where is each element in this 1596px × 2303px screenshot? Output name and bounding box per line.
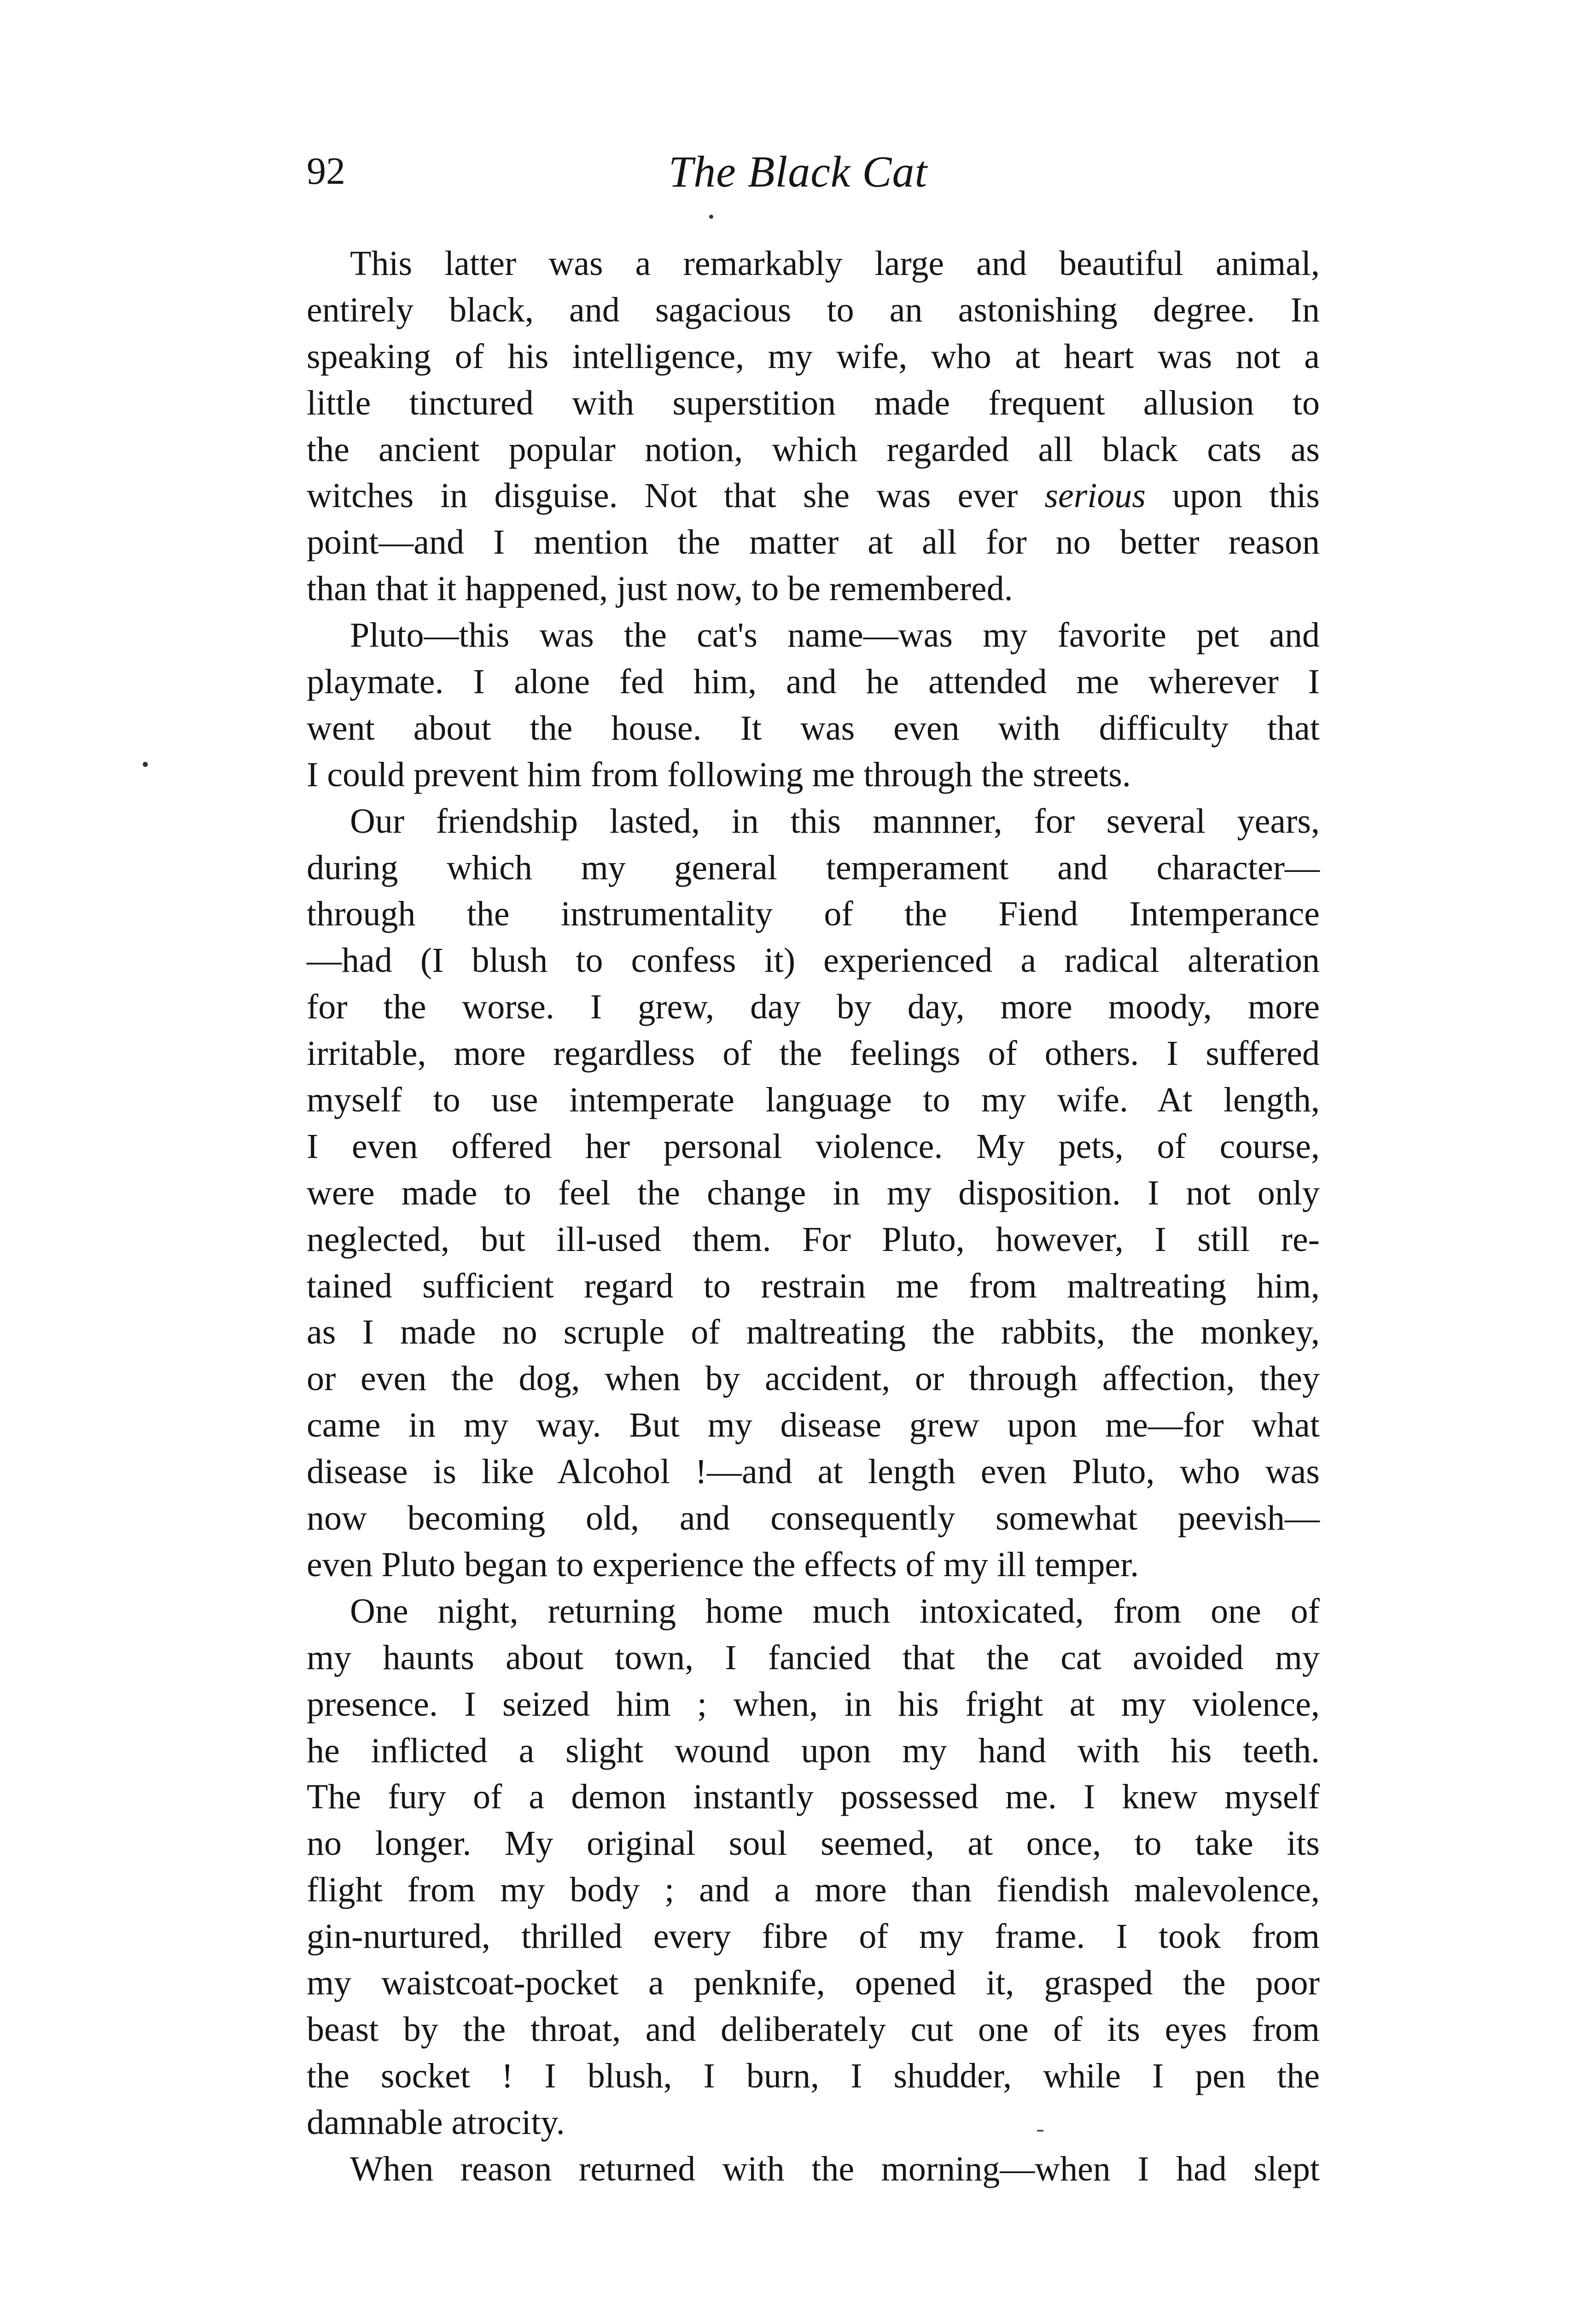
text-line: went about the house. It was even with difficulty that	[307, 708, 1320, 748]
text-line: my waistcoat-pocket a penknife, opened it, grasped the poor	[307, 1963, 1320, 2002]
text-line: as I made no scruple of maltreating the rabbits, the monkey,	[307, 1313, 1320, 1352]
text-line: disease is like Alcohol !—and at length even Pluto, who was	[307, 1452, 1320, 1491]
text-line: through the instrumentality of the Fiend Intemperance	[307, 894, 1320, 934]
margin-speck	[143, 762, 148, 767]
text-line: or even the dog, when by accident, or through affection, they	[307, 1359, 1320, 1398]
text-line: playmate. I alone fed him, and he attended me wherever I	[307, 662, 1320, 701]
emphasis: serious	[1044, 476, 1146, 515]
text-line: irritable, more regardless of the feelings of others. I suffered	[307, 1034, 1320, 1073]
text-line: during which my general temperament and character—	[307, 848, 1320, 887]
text-line: no longer. My original soul seemed, at once, to take its	[307, 1824, 1320, 1863]
text-line: little tinctured with superstition made frequent allusion to	[307, 383, 1320, 422]
text-line: tained sufficient regard to restrain me from maltreating him,	[307, 1266, 1320, 1305]
text-line: I even offered her personal violence. My pets, of course,	[307, 1127, 1320, 1166]
text-line: gin-nurtured, thrilled every fibre of my frame. I took from	[307, 1917, 1320, 1956]
text-line: Our friendship lasted, in this mannner, for several years,	[350, 801, 1320, 841]
text-line: for the worse. I grew, day by day, more moody, more	[307, 988, 1320, 1027]
text-line: speaking of his intelligence, my wife, who at heart was not a	[307, 337, 1320, 376]
text-line: presence. I seized him ; when, in his fright at my violence,	[307, 1684, 1320, 1724]
text-line: now becoming old, and consequently somewhat peevish—	[307, 1499, 1320, 1538]
text-line: This latter was a remarkably large and beautiful animal,	[350, 244, 1320, 283]
text-line: the ancient popular notion, which regarded all black cats as	[307, 430, 1320, 469]
text-line: beast by the throat, and deliberately cut one of its eyes from	[307, 2010, 1320, 2049]
text-line: When reason returned with the morning—when I had slept	[350, 2149, 1320, 2188]
text-line: point—and I mention the matter at all for no better reason	[307, 523, 1320, 562]
text-line: neglected, but ill-used them. For Pluto, however, I still re-	[307, 1220, 1320, 1259]
text-line: One night, returning home much intoxicated, from one of	[350, 1591, 1320, 1631]
text-line: than that it happened, just now, to be remembered.	[307, 569, 1013, 608]
text-line: —had (I blush to confess it) experienced a radical alteration	[307, 941, 1320, 980]
text-line: myself to use intemperate language to my wife. At length,	[307, 1081, 1320, 1120]
text-line: he inflicted a slight wound upon my hand with his teeth.	[307, 1731, 1320, 1770]
text-line: even Pluto began to experience the effects of my ill temper.	[307, 1545, 1139, 1584]
running-title: The Black Cat	[668, 147, 928, 196]
text-line: I could prevent him from following me through the streets.	[307, 755, 1131, 794]
text-line: were made to feel the change in my disposition. I not only	[307, 1173, 1320, 1212]
text-line: witches in disguise. Not that she was ever serious upon this	[307, 476, 1320, 515]
text-line: The fury of a demon instantly possessed me. I knew myself	[307, 1777, 1320, 1817]
text-line: damnable atrocity.	[307, 2103, 565, 2142]
text-line: entirely black, and sagacious to an astonishing degree. In	[307, 290, 1320, 329]
page-number: 92	[307, 150, 345, 193]
text-line: my haunts about town, I fancied that the cat avoided my	[307, 1638, 1320, 1677]
text-line: flight from my body ; and a more than fiendish malevolence,	[307, 1870, 1320, 1910]
text-line: the socket ! I blush, I burn, I shudder, while I pen the	[307, 2056, 1320, 2095]
header-mark	[709, 215, 713, 219]
text-line: Pluto—this was the cat's name—was my favorite pet and	[350, 616, 1320, 655]
text-line: came in my way. But my disease grew upon me—for what	[307, 1406, 1320, 1445]
body-text	[307, 240, 1320, 2192]
